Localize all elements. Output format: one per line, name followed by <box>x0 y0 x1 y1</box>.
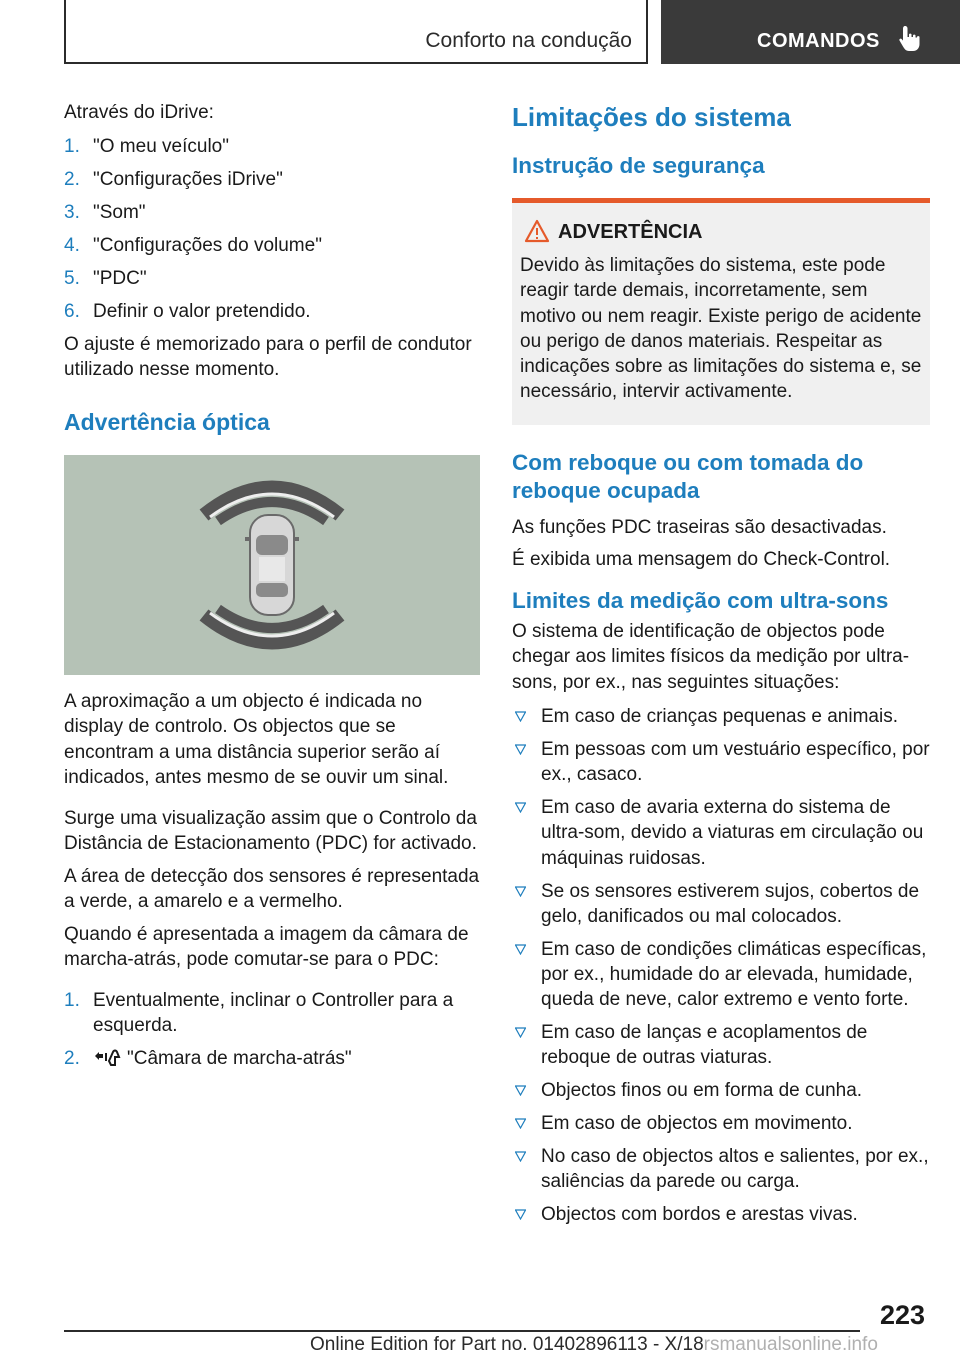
pdc-display-image <box>64 455 480 675</box>
footer-edition <box>310 1334 878 1356</box>
list-item <box>64 200 482 226</box>
intro-text: Através do iDrive: <box>64 102 214 123</box>
step-text: "Som" <box>93 201 146 223</box>
reverse-camera-icon <box>93 1047 121 1067</box>
list-item <box>512 1078 930 1103</box>
list-item <box>512 1111 930 1136</box>
camera-steps <box>64 988 482 1072</box>
list-item-text: Em caso de avaria externa do sistema de ultra-som, devido a viaturas em circulação ou máquinas ruidosas. <box>541 797 924 869</box>
bullet-triangle-icon <box>515 1027 526 1038</box>
step-text: "O meu veículo" <box>93 135 229 157</box>
bullet-triangle-icon <box>515 1118 526 1129</box>
step-text: "PDC" <box>93 267 147 289</box>
page-header <box>64 0 648 64</box>
list-item-text: Se os sensores estiverem sujos, cobertos de gelo, danificados ou mal colocados. <box>541 880 920 927</box>
list-item <box>64 233 482 259</box>
step-number: 5. <box>64 267 80 289</box>
list-item-text: No caso de objectos altos e salientes, por ex., saliências da parede ou carga. <box>541 1145 929 1193</box>
step-number: 2. <box>64 1048 80 1069</box>
idrive-steps <box>64 134 482 325</box>
paragraph: A área de detecção dos sensores é representada a verde, a amarelo e a vermelho. <box>64 865 480 912</box>
page-number: 223 <box>880 1300 926 1330</box>
warning-text: Devido às limitações do sistema, este pode reagir tarde demais, incorretamente, sem motivo ou nem reagir. Existe perigo de acidente ou perigo de danos materiais. Respeitar as indicações sobre as limitações do sistema e, se necessário, intervir activamente. <box>520 255 922 403</box>
list-item-text: Objectos finos ou em forma de cunha. <box>541 1080 863 1102</box>
paragraph: Quando é apresentada a imagem da câmara de marcha-atrás, pode comutar-se para o PDC: <box>64 923 469 970</box>
list-item <box>512 1144 930 1195</box>
paragraph: As funções PDC traseiras são desactivadas. <box>512 516 887 538</box>
edition-text: Online Edition for Part no. 01402896113 - X/18 <box>310 1334 704 1355</box>
list-item <box>64 134 482 160</box>
left-column <box>64 100 482 1079</box>
list-item <box>512 795 930 871</box>
paragraph: Surge uma visualização assim que o Controlo da Distância de Estacionamento (PDC) for activado. <box>64 807 477 854</box>
paragraph: O sistema de identificação de objectos pode chegar aos limites físicos da medição por ultra-sons, por ex., nas seguintes situações: <box>512 620 910 693</box>
bullet-triangle-icon <box>515 711 526 722</box>
bullet-triangle-icon <box>515 886 526 897</box>
step-text: "Câmara de marcha-atrás" <box>127 1048 352 1069</box>
step-number: 1. <box>64 135 80 157</box>
step-text: Eventualmente, inclinar o Controller para a esquerda. <box>93 989 454 1036</box>
section-heading-optical-warning: Advertência óptica <box>64 408 270 435</box>
list-item-text: Em pessoas com um vestuário específico, por ex., casaco. <box>541 739 930 786</box>
subheading-ultrasound-limits: Limites da medição com ultra-sons <box>512 587 889 613</box>
warning-title <box>558 219 924 245</box>
chapter-tab <box>661 0 960 64</box>
list-item <box>512 937 930 1013</box>
bullet-triangle-icon <box>515 1085 526 1096</box>
step-text: "Configurações do volume" <box>93 234 322 256</box>
list-item <box>512 1202 930 1227</box>
section-title-system-limits: Limitações do sistema <box>512 102 791 132</box>
watermark-text: rsmanualsonline.info <box>703 1334 878 1355</box>
step-number: 3. <box>64 201 80 223</box>
step-text: Definir o valor pretendido. <box>93 300 311 322</box>
paragraph: É exibida uma mensagem do Check-Control. <box>512 549 891 571</box>
step-number: 1. <box>64 989 80 1011</box>
list-item <box>512 879 930 930</box>
list-item <box>512 737 930 788</box>
parking-sensor-illustration <box>64 455 480 675</box>
step-number: 4. <box>64 234 80 256</box>
bullet-triangle-icon <box>515 944 526 955</box>
bullet-triangle-icon <box>515 744 526 755</box>
subheading-safety: Instrução de segurança <box>512 153 765 178</box>
list-item-text: Em caso de crianças pequenas e animais. <box>541 706 898 728</box>
hand-pointer-icon <box>897 24 923 52</box>
warning-triangle-icon <box>524 219 550 243</box>
list-item <box>64 988 482 1039</box>
bullet-triangle-icon <box>515 1209 526 1220</box>
bullet-triangle-icon <box>515 1151 526 1162</box>
step-number: 2. <box>64 168 80 190</box>
list-item <box>64 266 482 292</box>
paragraph: A aproximação a um objecto é indicada no display de controlo. Os objectos que se encontram a uma distância superior serão aí indicados, antes mesmo de se ouvir um sinal. <box>64 690 449 788</box>
right-column <box>512 100 930 1235</box>
chapter-tab-label: COMANDOS <box>757 30 880 52</box>
list-item <box>64 299 482 325</box>
list-item-text: Em caso de objectos em movimento. <box>541 1112 853 1134</box>
subheading-tow: Com reboque ou com tomada do reboque ocupada <box>512 449 864 503</box>
bullet-triangle-icon <box>515 802 526 813</box>
list-item-text: Em caso de lanças e acoplamentos de reboque de outras viaturas. <box>541 1022 868 1069</box>
warning-title-text: ADVERTÊNCIA <box>558 221 703 243</box>
list-item-text: Objectos com bordos e arestas vivas. <box>541 1203 858 1225</box>
note-text: O ajuste é memorizado para o perfil de condutor utilizado nesse momento. <box>64 333 472 380</box>
list-item <box>64 1046 482 1072</box>
warning-box <box>512 198 930 425</box>
limitations-list <box>512 704 930 1227</box>
list-item <box>512 1020 930 1071</box>
footer-divider <box>64 1330 860 1332</box>
step-text: "Configurações iDrive" <box>93 168 283 190</box>
list-item-text: Em caso de condições climáticas específicas, por ex., humidade do ar elevada, humidade, queda de neve, calor extremo e vento forte. <box>541 938 927 1011</box>
list-item <box>512 704 930 729</box>
section-title: Conforto na condução <box>425 29 632 52</box>
step-number: 6. <box>64 300 80 322</box>
list-item <box>64 167 482 193</box>
